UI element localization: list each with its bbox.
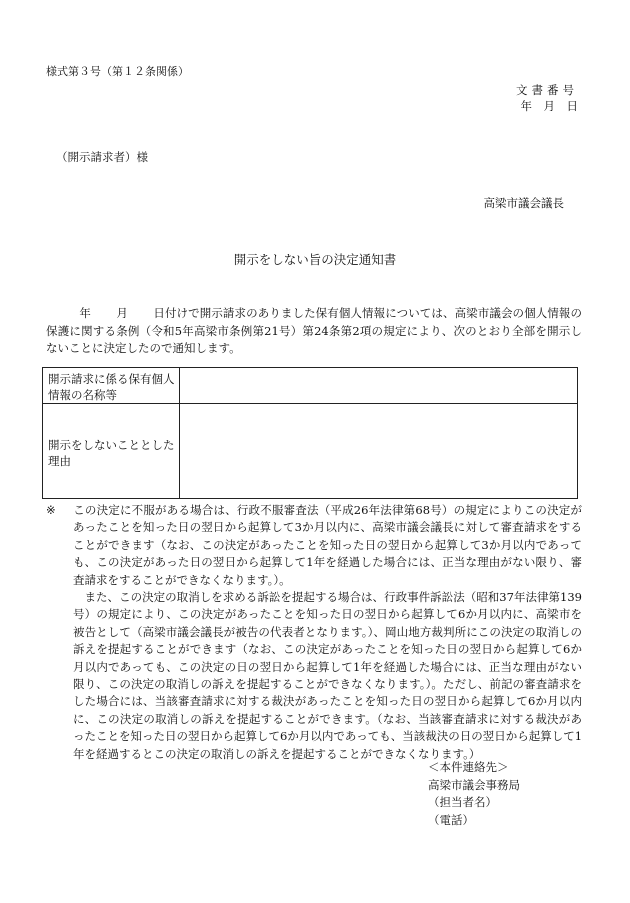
note-1 <box>46 502 582 589</box>
info-name-label: 開示請求に係る保有個人情報の名称等 <box>43 368 180 404</box>
note-1-text: この決定に不服がある場合は、行政不服審査法（平成26年法律第68号）の規定によりこの決定があったことを知った日の翌日から起算して3か月以内に、高梁市議会議長に対して審査請求をすることができます（なお、この決定があったことを知った日の翌日から起算して3か月以内であっても、この決定があった日の翌日から起算して1年を経過した場合には、正当な理由がない限り、審査請求をすることができなくなります。）。 <box>73 503 582 587</box>
note-mark: ※ <box>46 503 56 517</box>
document-number: 文書番号 <box>516 83 578 97</box>
contact-block <box>428 759 520 829</box>
intro-paragraph <box>46 305 582 358</box>
document-date: 年 月 日 <box>520 99 578 113</box>
contact-person: （担当者名） <box>428 795 497 809</box>
reason-label: 開示をしないこととした理由 <box>43 404 180 499</box>
contact-phone: （電話） <box>428 812 474 827</box>
recipient: （開示請求者）様 <box>56 150 148 164</box>
document-title: 開示をしない旨の決定通知書 <box>233 252 397 267</box>
intro-text: 日付けで開示請求のありました保有個人情報については、高梁市議会の個人情報の保護に関する条例（令和5年高梁市条例第21号）第24条第2項の規定により、次のとおり全部を開示しないことに決定したので通知します。 <box>46 306 583 355</box>
intro-year: 年 <box>79 306 91 320</box>
contact-heading: ＜本件連絡先＞ <box>428 760 509 774</box>
intro-month: 月 <box>116 306 128 320</box>
sender: 高梁市議会議長 <box>483 196 564 210</box>
form-number: 様式第３号（第１２条関係） <box>46 65 189 78</box>
table-row <box>43 368 578 404</box>
note-2: また、この決定の取消しを求める訴訟を提起する場合は、行政事件訴訟法（昭和37年法律第139号）の規定により、この決定があったことを知った日の翌日から起算して6か月以内に、高梁市を被告として（高梁市議会議長が被告の代表者となります。）、岡山地方裁判所にこの決定の取消しの訴えを提起することができます（なお、この決定があったことを知った日の翌日から起算して6か月以内であっても、この決定の日の翌日から起算して1年を経過した場合には、正当な理由がない限り、この決定の取消しの訴えを提起することができなくなります。）。ただし、前記の審査請求をした場合には、当該審査請求に対する裁決があったことを知った日の翌日から起算して6か月以内に、この決定の取消しの訴えを提起することができます。（なお、当該審査請求に対する裁決があったことを知った日の翌日から起算して6か月以内であっても、当該裁決の日の翌日から起算して1年を経過するとこの決定の取消しの訴えを提起することができなくなります。） <box>73 590 583 761</box>
notes <box>46 502 582 763</box>
table-row <box>43 404 578 499</box>
info-name-value <box>180 368 578 404</box>
contact-office: 高梁市議会事務局 <box>428 777 520 792</box>
reason-value <box>180 404 578 499</box>
info-table <box>42 367 578 499</box>
